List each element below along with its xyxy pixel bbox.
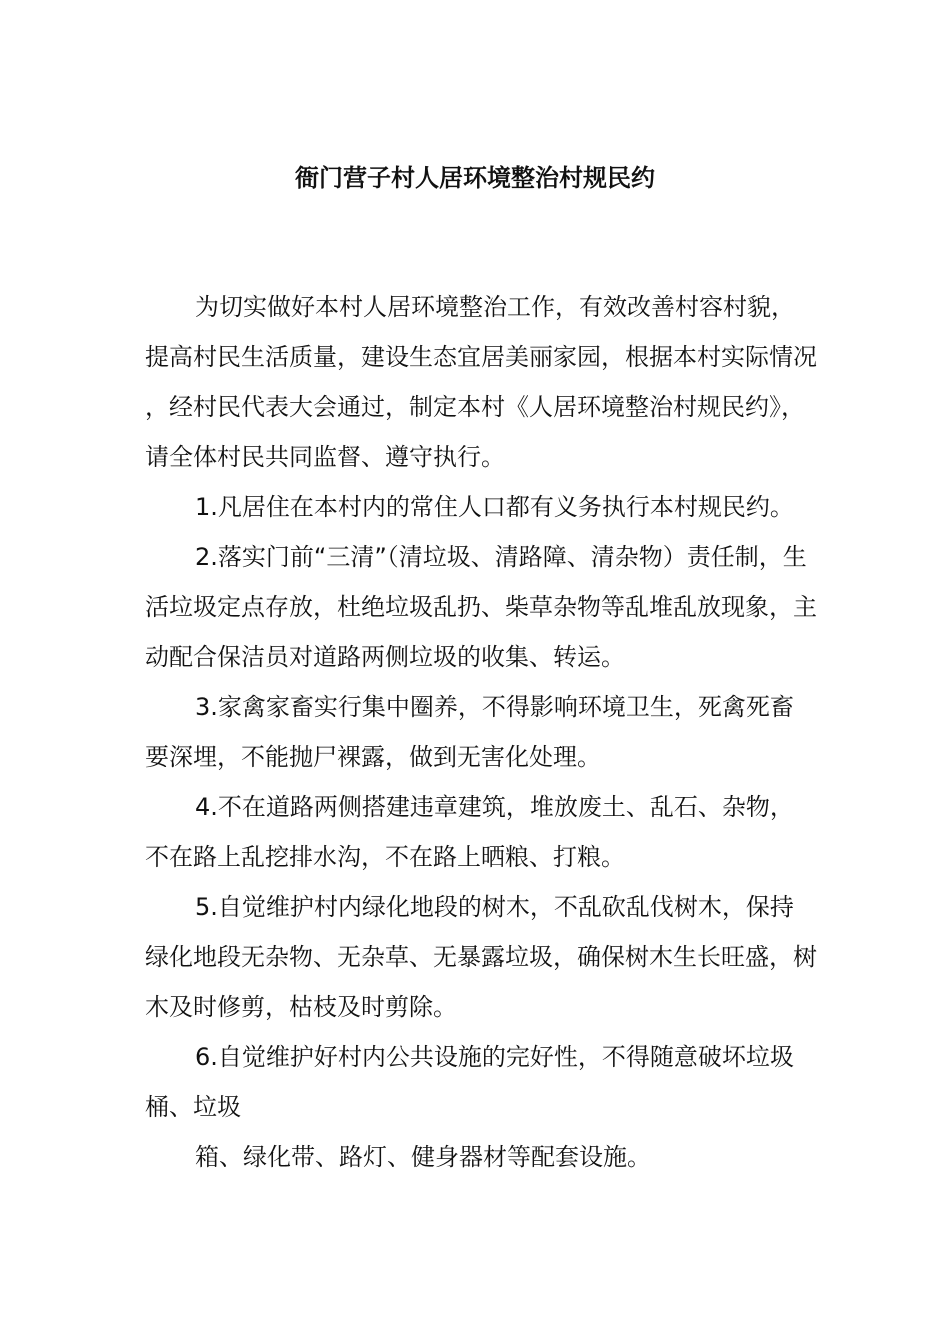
rule-4-paragraph: 4.不在道路两侧搭建违章建筑，堆放废土、乱石、杂物，不在路上乱挖排水沟，不在路上晒粮、打粮。 [145, 793, 794, 871]
intro-paragraph: 为切实做好本村人居环境整治工作，有效改善村容村貌，提高村民生活质量，建设生态宜居美丽家园，根据本村实际情况，经村民代表大会通过，制定本村《人居环境整治村规民约》，请全体村民共同监督、遵守执行。 [145, 293, 817, 471]
rule-6-paragraph: 6.自觉维护好村内公共设施的完好性，不得随意破坏垃圾桶、垃圾 [145, 1043, 794, 1121]
rule-1-paragraph: 1.凡居住在本村内的常住人口都有义务执行本村规民约。 [195, 493, 794, 521]
document-body [145, 282, 817, 1182]
document-title: 衙门营子村人居环境整治村规民约 [295, 164, 655, 192]
rule-6-continuation-paragraph: 箱、绿化带、路灯、健身器材等配套设施。 [195, 1143, 651, 1171]
rule-3-paragraph: 3.家禽家畜实行集中圈养，不得影响环境卫生，死禽死畜要深埋，不能抛尸裸露，做到无害化处理。 [145, 693, 794, 771]
rule-5-paragraph: 5.自觉维护村内绿化地段的树木，不乱砍乱伐树木，保持绿化地段无杂物、无杂草、无暴露垃圾，确保树木生长旺盛，树木及时修剪，枯枝及时剪除。 [145, 893, 817, 1021]
rule-2-paragraph: 2.落实门前“三清”（清垃圾、清路障、清杂物）责任制，生活垃圾定点存放，杜绝垃圾乱扔、柴草杂物等乱堆乱放现象，主动配合保洁员对道路两侧垃圾的收集、转运。 [145, 543, 817, 671]
